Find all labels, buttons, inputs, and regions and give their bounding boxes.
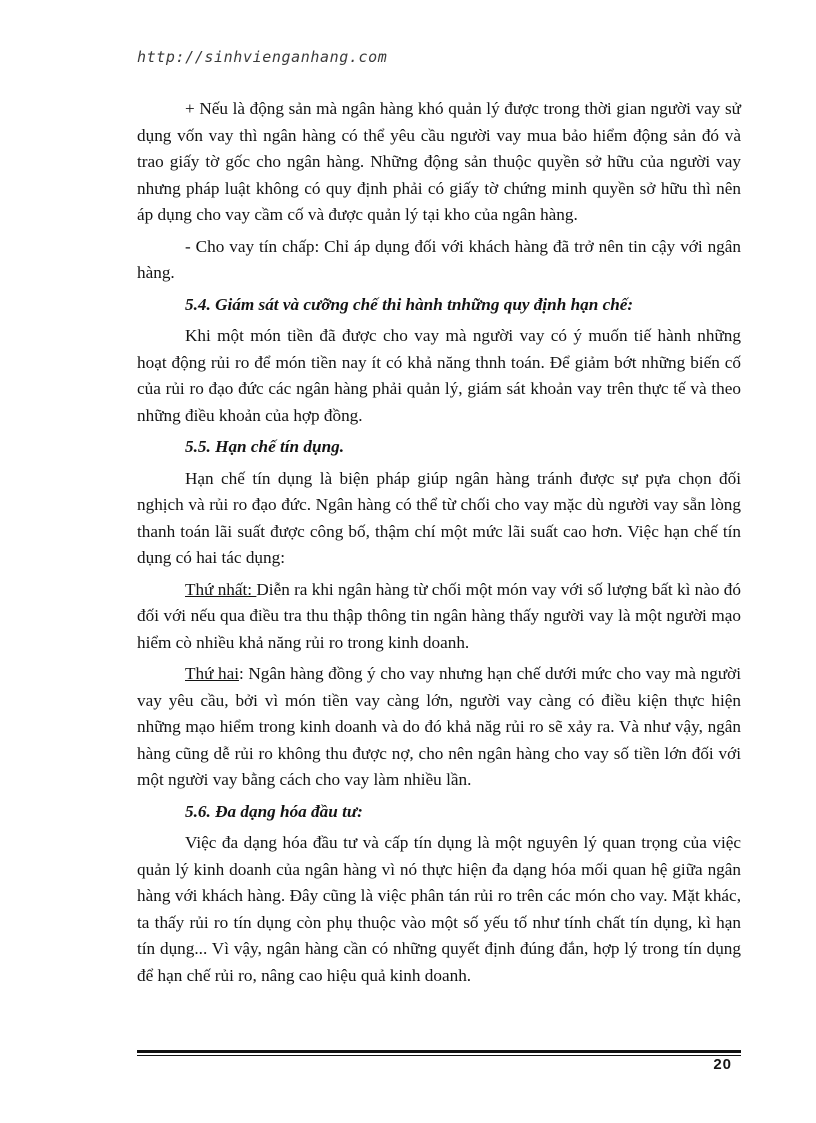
text-second: : Ngân hàng đồng ý cho vay nhưng hạn chế dưới mức cho vay mà người vay yêu cầu, bởi vì món tiền vay càng lớn, người vay càng có điều kiện thực hiện những mạo hiểm trong kinh doanh và do đó khả năg rủi ro sẽ xảy ra. Và như vậy, ngân hàng cũng dễ rủi ro không thu được nợ, cho nên ngân hàng cho vay số tiền lớn đối với một người vay bằng cách cho vay làm nhiều lần. <box>137 664 741 789</box>
label-first: Thứ nhất: <box>185 579 257 599</box>
paragraph-unsecured-loan: - Cho vay tín chấp: Chỉ áp dụng đối với khách hàng đã trở nên tin cậy với ngân hàng. <box>137 236 741 282</box>
text-first: Diễn ra khi ngân hàng từ chối một món vay với số lượng bất kì nào đó đối với nếu qua điều tra thu thập thông tin ngân hàng thấy người vay là một người mạo hiểm cò nhiều khả năng rủi ro trong kinh doanh. <box>137 579 741 652</box>
heading-5-6: 5.6. Đa dạng hóa đầu tư: <box>185 801 363 821</box>
paragraph-credit-rationing: Hạn chế tín dụng là biện pháp giúp ngân hàng tránh được sự pựa chọn đối nghịch và rủi ro đạo đức. Ngân hàng có thể từ chối cho vay mặc dù người vay sẵn lòng thanh toán lãi suất được công bố, thậm chí một mức lãi suất cao hơn. Việc hạn chế tín dụng có hai tác dụng: <box>137 468 741 567</box>
footer-rule <box>137 1050 741 1053</box>
document-body <box>137 96 741 994</box>
paragraph-monitoring: Khi một món tiền đã được cho vay mà người vay có ý muốn tiế hành những hoạt động rủi ro để món tiền nay ít có khả năng thnh toán. Để giảm bớt những biến cố của rủi ro đạo đức các ngân hàng phải quản lý, giám sát khoản vay trên thực tế và theo những điều khoản của hợp đồng. <box>137 326 741 425</box>
heading-5-5: 5.5. Hạn chế tín dụng. <box>185 437 345 456</box>
footer-rule-thin <box>137 1055 741 1056</box>
page-number: 20 <box>713 1056 732 1073</box>
header-url: http://sinhvienganhang.com <box>137 48 388 66</box>
paragraph-second-effect <box>137 661 741 794</box>
paragraph-movable-assets: + Nếu là động sản mà ngân hàng khó quản lý được trong thời gian người vay sử dụng vốn vay thì ngân hàng có thể yêu cầu người vay mua bảo hiểm động sản đó và trao giấy tờ gốc cho ngân hàng. Những động sản thuộc quyền sở hữu của người vay nhưng pháp luật không có quy định phải có giấy tờ chứng minh quyền sở hữu thì nên áp dụng cho vay cầm cố và được quản lý tại kho của ngân hàng. <box>137 99 741 224</box>
paragraph-first-effect <box>137 577 741 657</box>
paragraph-diversification: Việc đa dạng hóa đầu tư và cấp tín dụng là một nguyên lý quan trọng của việc quản lý kinh doanh của ngân hàng vì nó thực hiện đa dạng hóa mối quan hệ giữa ngân hàng với khách hàng. Đây cũng là việc phân tán rủi ro trên các món cho vay. Mặt khác, ta thấy rủi ro tín dụng còn phụ thuộc vào một số yếu tố như tính chất tín dụng, kì hạn tín dụng... Vì vậy, ngân hàng cần có những quyết định đúng đắn, hợp lý trong tín dụng để hạn chế rủi ro, nâng cao hiệu quả kinh doanh. <box>137 833 741 985</box>
heading-5-4: 5.4. Giám sát và cưỡng chế thi hành tnhững quy định hạn chế: <box>185 294 634 314</box>
label-second: Thứ hai <box>185 664 239 683</box>
